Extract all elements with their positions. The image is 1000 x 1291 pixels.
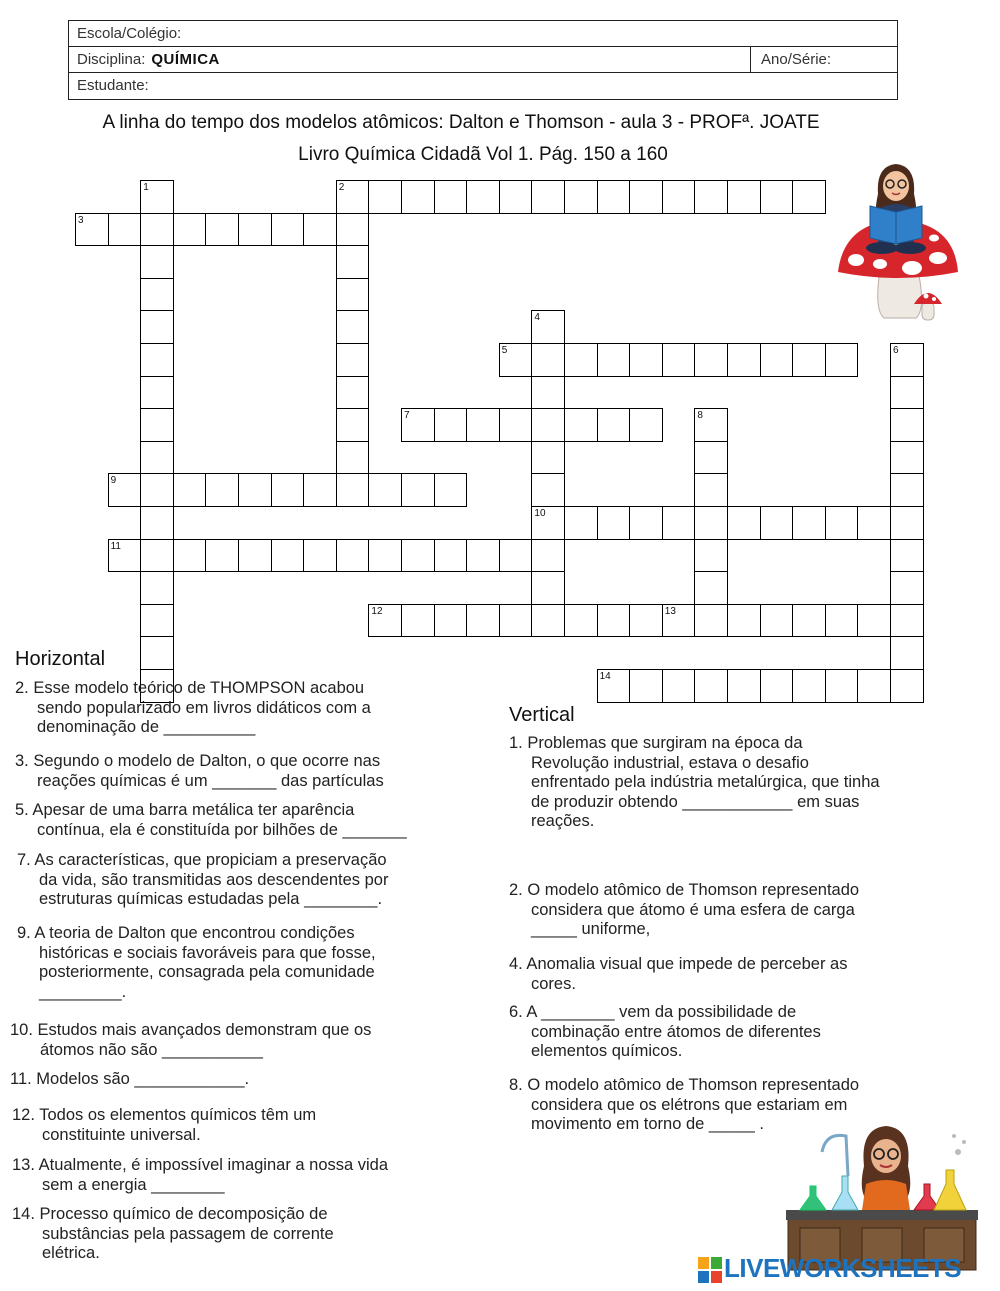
clue-line: 14. Processo químico de decomposição de	[12, 1205, 328, 1223]
crossword-cell[interactable]	[890, 506, 924, 540]
horizontal-clue	[15, 679, 371, 738]
horizontal-clue	[10, 1070, 249, 1090]
clue-line: 2. Esse modelo teórico de THOMPSON acabou	[15, 679, 365, 697]
clue-line: 3. Segundo o modelo de Dalton, o que ocorre nas	[15, 752, 381, 770]
crossword-cell[interactable]	[890, 441, 924, 475]
crossword-cell[interactable]	[597, 506, 631, 540]
crossword-cell[interactable]	[140, 473, 174, 507]
crossword-cell[interactable]	[825, 506, 859, 540]
grade-label: Ano/Série:	[761, 51, 832, 68]
crossword-cell[interactable]	[368, 539, 402, 573]
horizontal-clue	[17, 924, 376, 1002]
horizontal-clue	[15, 752, 384, 791]
crossword-cell[interactable]	[727, 604, 761, 638]
clue-line: substâncias pela passagem de corrente	[42, 1224, 334, 1243]
clue-line: 2. O modelo atômico de Thomson representado	[509, 881, 860, 899]
crossword-cell[interactable]	[694, 473, 728, 507]
crossword-cell[interactable]	[140, 310, 174, 344]
page-subtitle: Livro Química Cidadã Vol 1. Pág. 150 a 160	[298, 144, 668, 165]
vertical-clue	[509, 881, 859, 940]
crossword-cell[interactable]	[173, 539, 207, 573]
school-row	[69, 21, 897, 47]
crossword-cell[interactable]	[173, 213, 207, 247]
clue-line: elétrica.	[42, 1244, 100, 1262]
chemistry-lab-illustration	[786, 1122, 978, 1272]
crossword-cell[interactable]	[760, 506, 794, 540]
clue-line: enfrentado pela indústria metalúrgica, que tinha	[531, 773, 880, 791]
clue-number: 5	[501, 345, 508, 356]
crossword-cell[interactable]	[890, 571, 924, 605]
clue-line: considera que átomo é uma esfera de carga	[531, 900, 855, 919]
crossword-cell[interactable]	[336, 343, 370, 377]
school-label: Escola/Colégio:	[77, 25, 182, 42]
crossword-cell[interactable]	[597, 343, 631, 377]
crossword-cell[interactable]	[792, 669, 826, 703]
crossword-cell[interactable]	[629, 669, 663, 703]
crossword-cell[interactable]	[140, 408, 174, 442]
student-label: Estudante:	[77, 77, 149, 94]
crossword-cell[interactable]	[140, 213, 174, 247]
clue-line: 6. A ________ vem da possibilidade de	[509, 1003, 797, 1021]
crossword-cell[interactable]	[140, 245, 174, 279]
clue-line: constituinte universal.	[42, 1125, 201, 1144]
crossword-cell[interactable]	[890, 539, 924, 573]
crossword-cell[interactable]	[531, 571, 565, 605]
crossword-cell[interactable]	[271, 539, 305, 573]
crossword-cell[interactable]	[466, 539, 500, 573]
crossword-cell[interactable]	[140, 539, 174, 573]
crossword-cell[interactable]	[662, 343, 696, 377]
crossword-cell[interactable]	[401, 180, 435, 214]
crossword-cell[interactable]	[629, 604, 663, 638]
header-divider	[750, 47, 751, 73]
clue-line: Revolução industrial, estava o desafio	[531, 753, 809, 772]
clue-line: movimento em torno de _____ .	[531, 1115, 764, 1133]
crossword-cell[interactable]	[531, 180, 565, 214]
crossword-cell[interactable]	[857, 604, 891, 638]
crossword-cell[interactable]	[694, 180, 728, 214]
clue-number: 1	[143, 182, 149, 193]
crossword-cell[interactable]	[792, 180, 826, 214]
clue-line: 8. O modelo atômico de Thomson representado	[509, 1076, 860, 1094]
clue-line: sendo popularizado em livros didáticos com a	[37, 698, 371, 717]
vertical-clue	[509, 734, 880, 832]
crossword-cell[interactable]	[140, 506, 174, 540]
clue-line: _____ uniforme,	[531, 920, 651, 938]
crossword-cell[interactable]	[466, 408, 500, 442]
crossword-cell[interactable]	[531, 604, 565, 638]
crossword-cell[interactable]	[727, 506, 761, 540]
clue-number: 14	[599, 671, 611, 682]
header-table	[68, 20, 898, 100]
horizontal-heading: Horizontal	[15, 648, 106, 670]
crossword-cell[interactable]	[629, 408, 663, 442]
crossword-cell[interactable]	[336, 278, 370, 312]
crossword-cell[interactable]	[531, 539, 565, 573]
clue-line: contínua, ela é constituída por bilhões de _______	[37, 820, 407, 839]
crossword-cell[interactable]	[499, 604, 533, 638]
crossword-cell[interactable]	[140, 636, 174, 670]
vertical-clue	[509, 1003, 821, 1062]
crossword-cell[interactable]	[597, 408, 631, 442]
horizontal-clue	[12, 1156, 388, 1195]
crossword-cell[interactable]	[564, 180, 598, 214]
clue-number: 7	[404, 410, 410, 422]
clue-line: da vida, são transmitidas aos descendentes por	[39, 870, 389, 889]
crossword-cell[interactable]	[564, 408, 598, 442]
crossword-cell[interactable]	[205, 539, 239, 573]
clue-number: 10	[534, 508, 546, 519]
crossword-cell[interactable]	[760, 343, 794, 377]
clue-line: 11. Modelos são ____________.	[10, 1070, 250, 1088]
crossword-cell[interactable]	[140, 343, 174, 377]
crossword-cell[interactable]	[792, 506, 826, 540]
clue-number: 12	[371, 605, 383, 617]
crossword-cell[interactable]	[760, 604, 794, 638]
crossword-cell[interactable]	[140, 441, 174, 475]
crossword-cell[interactable]	[238, 213, 272, 247]
crossword-cell[interactable]	[336, 376, 370, 410]
horizontal-clue	[15, 801, 407, 840]
crossword-cell[interactable]	[564, 604, 598, 638]
crossword-cell[interactable]	[401, 604, 435, 638]
clue-line: 10. Estudos mais avançados demonstram que os	[10, 1021, 372, 1039]
clue-line: sem a energia ________	[42, 1175, 225, 1194]
crossword-cell[interactable]	[205, 473, 239, 507]
crossword-cell[interactable]	[238, 473, 272, 507]
crossword-cell[interactable]	[271, 213, 305, 247]
crossword-cell[interactable]	[825, 604, 859, 638]
crossword-cell[interactable]	[336, 473, 370, 507]
crossword-cell[interactable]	[857, 669, 891, 703]
clue-line: reações químicas é um _______ das partículas	[37, 771, 384, 790]
crossword-cell[interactable]	[694, 441, 728, 475]
crossword-cell[interactable]	[662, 669, 696, 703]
crossword-cell[interactable]	[205, 213, 239, 247]
crossword-cell[interactable]	[825, 343, 859, 377]
liveworksheets-logo-text: LIVEWORKSHEETS	[724, 1253, 962, 1283]
crossword-cell[interactable]	[499, 180, 533, 214]
horizontal-clue	[17, 851, 388, 910]
crossword-cell[interactable]	[857, 506, 891, 540]
clue-line: átomos não são ___________	[40, 1040, 263, 1059]
crossword-cell[interactable]	[303, 213, 337, 247]
clue-line: 9. A teoria de Dalton que encontrou condições	[17, 924, 355, 942]
horizontal-clue	[12, 1205, 334, 1264]
clue-line: cores.	[531, 974, 576, 993]
crossword-cell[interactable]	[531, 473, 565, 507]
subject-label: Disciplina:	[77, 51, 146, 68]
crossword-cell[interactable]	[662, 180, 696, 214]
crossword-cell[interactable]	[499, 539, 533, 573]
crossword-cell[interactable]	[694, 506, 728, 540]
crossword-cell[interactable]	[434, 539, 468, 573]
crossword-cell[interactable]	[890, 636, 924, 670]
clue-number: 6	[893, 345, 899, 356]
crossword-cell[interactable]	[303, 539, 337, 573]
crossword-cell[interactable]	[531, 441, 565, 475]
crossword-cell[interactable]	[890, 473, 924, 507]
crossword-cell[interactable]	[434, 604, 468, 638]
clue-line: considera que os elétrons que estariam em	[531, 1095, 848, 1114]
crossword-cell[interactable]	[564, 343, 598, 377]
crossword-cell[interactable]	[727, 180, 761, 214]
crossword-cell[interactable]	[336, 213, 370, 247]
crossword-cell[interactable]	[825, 669, 859, 703]
crossword-cell[interactable]	[140, 376, 174, 410]
crossword-cell[interactable]	[368, 473, 402, 507]
crossword-cell[interactable]	[140, 278, 174, 312]
crossword-cell[interactable]	[792, 343, 826, 377]
clue-line: 13. Atualmente, é impossível imaginar a nossa vida	[12, 1156, 389, 1174]
crossword-cell[interactable]	[597, 604, 631, 638]
crossword-cell[interactable]	[890, 604, 924, 638]
horizontal-clue	[10, 1021, 371, 1060]
crossword-cell[interactable]	[108, 213, 142, 247]
crossword-cell[interactable]	[694, 571, 728, 605]
student-row	[69, 73, 897, 99]
crossword-cell[interactable]	[597, 180, 631, 214]
crossword-cell[interactable]	[466, 604, 500, 638]
crossword-cell[interactable]	[531, 408, 565, 442]
clue-line: estruturas químicas estudadas pela ________.	[39, 890, 383, 908]
clue-number: 11	[110, 540, 121, 552]
page-title: A linha do tempo dos modelos atômicos: Dalton e Thomson - aula 3 - PROFª. JOATE	[102, 112, 820, 133]
crossword-cell[interactable]	[629, 180, 663, 214]
crossword-cell[interactable]	[694, 604, 728, 638]
clue-line: 7. As características, que propiciam a preservação	[17, 851, 387, 869]
crossword-cell[interactable]	[140, 571, 174, 605]
crossword-cell[interactable]	[694, 343, 728, 377]
clue-number: 8	[697, 410, 703, 422]
clue-number: 2	[338, 182, 345, 193]
crossword-cell[interactable]	[727, 669, 761, 703]
crossword-cell[interactable]	[890, 408, 924, 442]
clue-number: 3	[78, 214, 84, 226]
crossword-cell[interactable]	[336, 539, 370, 573]
crossword-cell[interactable]	[662, 506, 696, 540]
teacher-mushroom-illustration	[834, 160, 962, 330]
crossword-cell[interactable]	[401, 539, 435, 573]
crossword-cell[interactable]	[336, 441, 370, 475]
clue-number: 4	[534, 312, 540, 324]
crossword-cell[interactable]	[238, 539, 272, 573]
crossword-cell[interactable]	[173, 473, 207, 507]
crossword-cell[interactable]	[531, 376, 565, 410]
clue-line: _________.	[39, 982, 127, 1001]
vertical-clue	[509, 955, 847, 994]
subject-value: QUÍMICA	[151, 51, 220, 68]
crossword-cell[interactable]	[629, 506, 663, 540]
crossword-cell[interactable]	[303, 473, 337, 507]
vertical-heading: Vertical	[509, 704, 575, 726]
clue-line: 12. Todos os elementos químicos têm um	[12, 1106, 317, 1124]
crossword-cell[interactable]	[760, 180, 794, 214]
horizontal-clue	[12, 1106, 316, 1145]
clue-line: 1. Problemas que surgiram na época da	[509, 734, 803, 752]
clue-line: 4. Anomalia visual que impede de perceber as	[509, 955, 848, 973]
clue-number: 13	[664, 605, 676, 617]
clue-number: 9	[110, 475, 117, 487]
crossword-cell[interactable]	[336, 245, 370, 279]
crossword-cell[interactable]	[629, 343, 663, 377]
crossword-cell[interactable]	[499, 408, 533, 442]
clue-line: reações.	[531, 812, 595, 830]
crossword-cell[interactable]	[401, 473, 435, 507]
crossword-cell[interactable]	[890, 376, 924, 410]
crossword-cell[interactable]	[336, 310, 370, 344]
clue-line: elementos químicos.	[531, 1042, 683, 1060]
crossword-cell[interactable]	[694, 669, 728, 703]
crossword-cell[interactable]	[434, 180, 468, 214]
crossword-cell[interactable]	[434, 408, 468, 442]
crossword-cell[interactable]	[434, 473, 468, 507]
crossword-cell[interactable]	[792, 604, 826, 638]
crossword-cell[interactable]	[466, 180, 500, 214]
crossword-cell[interactable]	[890, 669, 924, 703]
crossword-cell[interactable]	[760, 669, 794, 703]
clue-line: de produzir obtendo ____________ em suas	[531, 792, 860, 811]
crossword-cell[interactable]	[694, 539, 728, 573]
clue-line: 5. Apesar de uma barra metálica ter aparência	[15, 801, 355, 819]
crossword-cell[interactable]	[368, 180, 402, 214]
clue-line: denominação de __________	[37, 718, 256, 736]
crossword-cell[interactable]	[531, 343, 565, 377]
crossword-cell[interactable]	[727, 343, 761, 377]
crossword-cell[interactable]	[271, 473, 305, 507]
clue-line: históricas e sociais favoráveis para que fosse,	[39, 943, 376, 962]
crossword-cell[interactable]	[140, 604, 174, 638]
crossword-cell[interactable]	[336, 408, 370, 442]
crossword-cell[interactable]	[564, 506, 598, 540]
clue-line: combinação entre átomos de diferentes	[531, 1022, 821, 1041]
clue-line: posteriormente, consagrada pela comunidade	[39, 963, 375, 981]
liveworksheets-logo-icon	[698, 1257, 722, 1283]
